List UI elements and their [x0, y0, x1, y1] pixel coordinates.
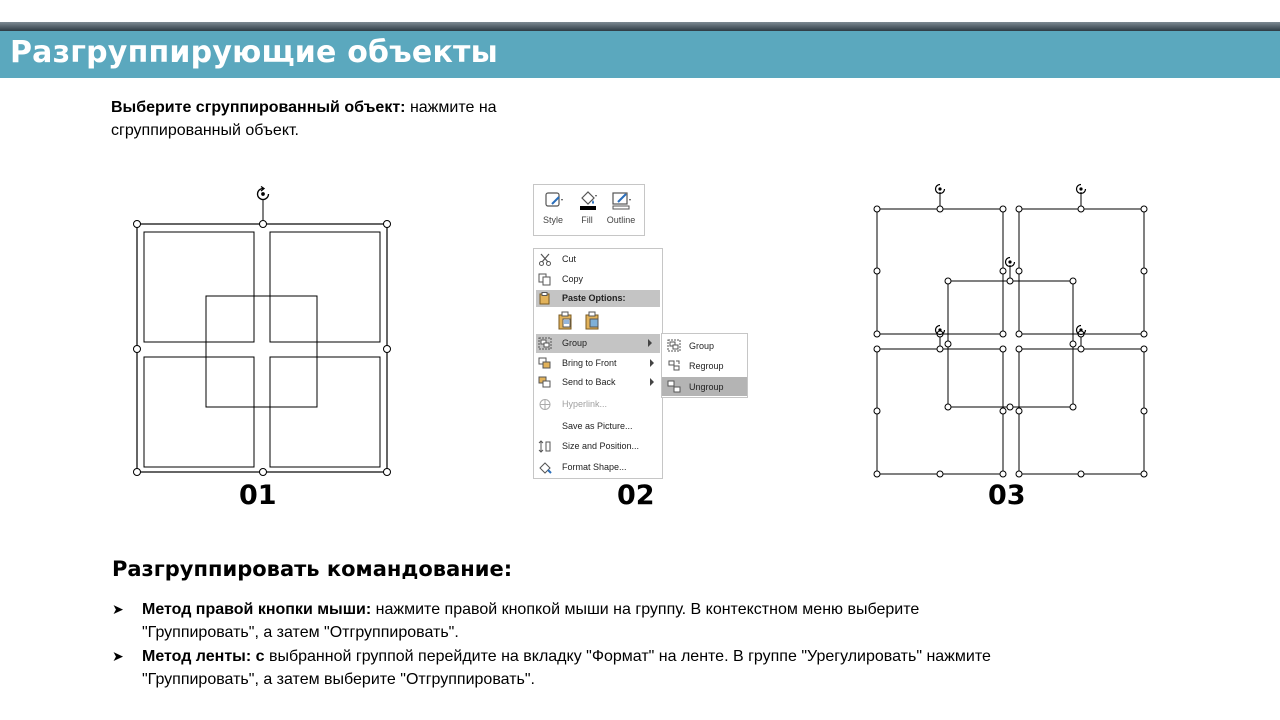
submenu-arrow-icon [648, 339, 652, 347]
arrow-bullet-icon: ➤ [112, 648, 124, 664]
submenu-item-label: Regroup [689, 361, 724, 371]
menu-item-group[interactable] [536, 334, 660, 353]
intro-rest: нажмите на сгруппированный объект. [111, 99, 497, 139]
shape-format-ribbon [533, 184, 645, 236]
menu-item-label: Cut [562, 254, 577, 264]
outline-button[interactable] [604, 185, 638, 235]
shape-style-icon [544, 190, 564, 210]
square-top-right [270, 232, 380, 342]
menu-item-send-to-back[interactable] [534, 373, 662, 392]
submenu-item-label: Group [689, 341, 715, 351]
paste-keep-formatting-icon [559, 312, 571, 329]
menu-item-label: Save as Picture... [562, 421, 633, 431]
bring-front-icon [538, 357, 552, 370]
menu-item-label: Send to Back [562, 377, 616, 387]
resize-handle [384, 221, 391, 228]
fill-button[interactable] [570, 185, 604, 235]
grouped-object-figure[interactable] [130, 186, 396, 482]
clipboard-icon [538, 292, 552, 305]
shape-bottom-right [1019, 349, 1144, 474]
top-accent-bar [0, 22, 1280, 31]
step-label-02: 02 [617, 480, 655, 511]
style-label: Style [542, 215, 563, 225]
menu-item-cut[interactable] [534, 250, 662, 269]
submenu-item-regroup[interactable] [662, 356, 747, 375]
method-description: нажмите правой кнопкой мыши на группу. В контекстном меню выберите "Группировать", а затем "Отгруппировать". [142, 601, 920, 641]
scissors-icon [538, 253, 552, 266]
paste-option-buttons[interactable] [554, 310, 604, 332]
method-item-right-click [112, 598, 1012, 644]
shape-top-right [1019, 209, 1144, 334]
group-submenu [661, 333, 748, 398]
menu-item-label: Paste Options: [562, 293, 626, 303]
context-menu [533, 248, 663, 479]
menu-item-label: Group [562, 338, 588, 348]
resize-handle [260, 469, 267, 476]
title-bar [0, 31, 1280, 78]
submenu-item-label: Ungroup [689, 382, 724, 392]
menu-item-save-as-picture[interactable] [534, 417, 662, 436]
submenu-arrow-icon [650, 378, 654, 386]
menu-item-bring-to-front[interactable] [534, 354, 662, 373]
menu-item-label: Size and Position... [562, 441, 640, 451]
paint-bucket-icon [578, 190, 598, 210]
submenu-arrow-icon [650, 359, 654, 367]
resize-handle [134, 346, 141, 353]
menu-item-hyperlink[interactable] [534, 395, 662, 414]
square-top-left [144, 232, 254, 342]
menu-item-label: Bring to Front [562, 358, 617, 368]
shape-bottom-left [877, 349, 1003, 474]
section-title: Разгруппировать командование: [112, 557, 513, 581]
resize-handle [384, 469, 391, 476]
group-selection-box [137, 224, 387, 472]
method-list [112, 598, 1012, 692]
intro-bold: Выберите сгруппированный объект: [111, 99, 406, 116]
resize-handle [260, 221, 267, 228]
shape-top-left [877, 209, 1003, 334]
step-label-01: 01 [239, 480, 277, 511]
menu-item-label: Hyperlink... [562, 399, 608, 409]
ungroup-icon [667, 380, 681, 393]
slide-title: Разгруппирующие объекты [10, 35, 498, 70]
menu-item-copy[interactable] [534, 270, 662, 289]
submenu-item-group[interactable] [662, 336, 747, 355]
regroup-icon [667, 359, 681, 372]
method-description: выбранной группой перейдите на вкладку "Формат" на ленте. В группе "Урегулировать" нажмите "Группировать", а затем выберите "Отгруппировать". [142, 648, 991, 688]
submenu-item-ungroup[interactable] [662, 377, 747, 396]
hyperlink-icon [538, 398, 552, 411]
method-name: Метод правой кнопки мыши: [142, 601, 372, 618]
rotate-handle-icon [936, 185, 1086, 335]
outline-label: Outline [606, 215, 636, 225]
menu-item-format-shape[interactable] [534, 458, 662, 477]
group-icon [667, 339, 681, 352]
ungrouped-objects-figure[interactable] [870, 180, 1154, 482]
square-bottom-left [144, 357, 254, 467]
method-name: Метод ленты: с [142, 648, 265, 665]
resize-handle [134, 221, 141, 228]
group-icon [538, 337, 552, 350]
send-back-icon [538, 376, 552, 389]
intro-text [111, 96, 581, 142]
paste-picture-icon [586, 312, 598, 329]
format-shape-icon [538, 461, 552, 474]
menu-item-size-and-position[interactable] [534, 437, 662, 456]
resize-handle [134, 469, 141, 476]
menu-item-label: Copy [562, 274, 584, 284]
step-label-03: 03 [988, 480, 1026, 511]
method-item-ribbon [112, 645, 1012, 691]
size-position-icon [538, 440, 552, 453]
menu-item-label: Format Shape... [562, 462, 627, 472]
menu-item-paste-options [536, 290, 660, 307]
style-button[interactable] [536, 185, 570, 235]
shape-center [948, 281, 1073, 407]
square-bottom-right [270, 357, 380, 467]
pen-outline-icon [612, 190, 632, 210]
resize-handle [384, 346, 391, 353]
fill-label: Fill [581, 215, 593, 225]
square-center [206, 296, 317, 407]
rotate-handle-icon [258, 187, 269, 200]
copy-icon [538, 273, 552, 286]
arrow-bullet-icon: ➤ [112, 601, 124, 617]
